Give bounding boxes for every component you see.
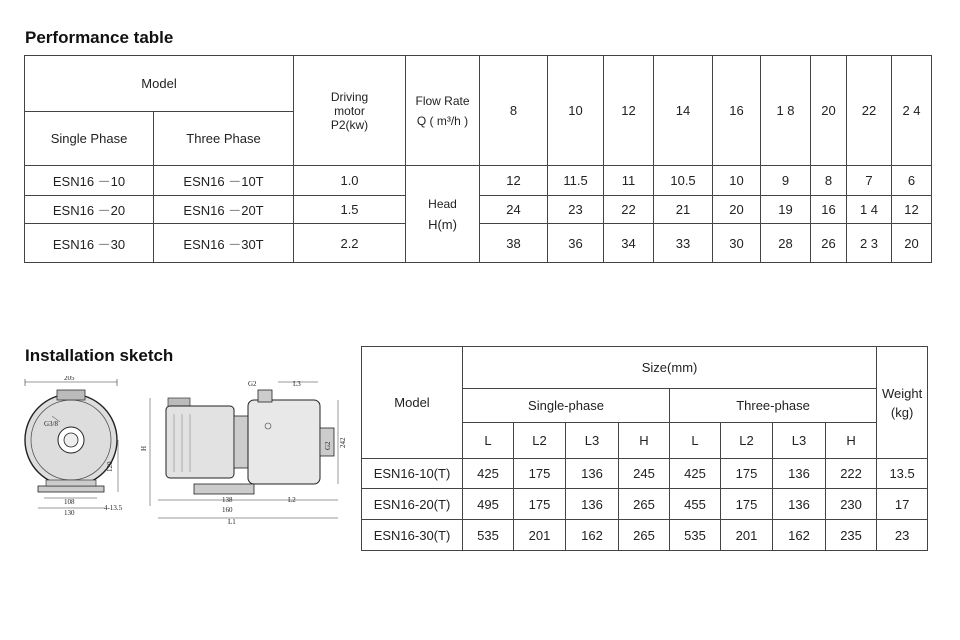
size-header: Size(mm) <box>463 347 877 389</box>
dim-side-l3: L3 <box>293 380 301 388</box>
three-model: ESN16 －20T <box>154 196 294 224</box>
power-value: 1.5 <box>294 196 406 224</box>
size-value: 201 <box>721 520 773 551</box>
pump-side-view-sketch <box>138 376 353 526</box>
power-value: 2.2 <box>294 224 406 263</box>
inst-single-phase-header: Single-phase <box>463 389 670 423</box>
head-value: 9 <box>761 166 811 196</box>
dim-header: H <box>826 423 877 459</box>
dim-front-thread: G3/8 <box>44 420 58 428</box>
head-value: 10 <box>713 166 761 196</box>
flow-value: 1 8 <box>761 56 811 166</box>
power-value: 1.0 <box>294 166 406 196</box>
size-value: 235 <box>826 520 877 551</box>
size-value: 175 <box>721 459 773 489</box>
flow-value: 12 <box>604 56 654 166</box>
size-value: 175 <box>514 459 566 489</box>
head-value: 21 <box>654 196 713 224</box>
dim-header: L <box>463 423 514 459</box>
head-value: 28 <box>761 224 811 263</box>
weight-value: 17 <box>877 489 928 520</box>
inst-model: ESN16-30(T) <box>362 520 463 551</box>
size-value: 201 <box>514 520 566 551</box>
dim-side-h: H <box>140 445 148 451</box>
head-value: 12 <box>480 166 548 196</box>
size-value: 425 <box>463 459 514 489</box>
size-value: 162 <box>773 520 826 551</box>
model-header: Model <box>25 56 294 112</box>
head-header: Head H(m) <box>406 166 480 263</box>
table-row <box>362 489 928 520</box>
inst-model: ESN16-10(T) <box>362 459 463 489</box>
weight-value: 13.5 <box>877 459 928 489</box>
size-value: 495 <box>463 489 514 520</box>
head-value: 6 <box>892 166 932 196</box>
flow-rate-header: Flow Rate Q ( m³/h ) <box>406 56 480 166</box>
size-value: 535 <box>670 520 721 551</box>
size-value: 245 <box>619 459 670 489</box>
dim-front-width: 205 <box>64 376 75 382</box>
dim-side-g2: G2 <box>248 380 257 388</box>
head-value: 11.5 <box>548 166 604 196</box>
head-value: 22 <box>604 196 654 224</box>
three-model: ESN16 －10T <box>154 166 294 196</box>
table-row <box>25 166 932 196</box>
head-value: 8 <box>811 166 847 196</box>
head-value: 7 <box>847 166 892 196</box>
performance-table <box>24 55 932 263</box>
head-value: 20 <box>713 196 761 224</box>
single-model: ESN16 －20 <box>25 196 154 224</box>
head-value: 26 <box>811 224 847 263</box>
single-model: ESN16 －10 <box>25 166 154 196</box>
dim-header: H <box>619 423 670 459</box>
size-value: 175 <box>721 489 773 520</box>
three-phase-header: Three Phase <box>154 112 294 166</box>
head-value: 36 <box>548 224 604 263</box>
inst-three-phase-header: Three-phase <box>670 389 877 423</box>
head-value: 16 <box>811 196 847 224</box>
pump-front-view-sketch <box>22 376 130 522</box>
size-value: 265 <box>619 489 670 520</box>
dim-side-b: 160 <box>222 506 233 514</box>
flow-value: 16 <box>713 56 761 166</box>
inst-model-header: Model <box>362 347 463 459</box>
head-value: 38 <box>480 224 548 263</box>
dim-side-l1: L1 <box>228 518 236 526</box>
head-value: 11 <box>604 166 654 196</box>
table-row <box>362 520 928 551</box>
head-value: 2 3 <box>847 224 892 263</box>
single-model: ESN16 －30 <box>25 224 154 263</box>
head-value: 10.5 <box>654 166 713 196</box>
head-value: 20 <box>892 224 932 263</box>
size-value: 162 <box>566 520 619 551</box>
dim-side-242: 242 <box>339 437 347 448</box>
size-value: 136 <box>773 459 826 489</box>
head-value: 1 4 <box>847 196 892 224</box>
installation-title: Installation sketch <box>25 346 174 365</box>
three-model: ESN16 －30T <box>154 224 294 263</box>
flow-value: 10 <box>548 56 604 166</box>
dim-header: L3 <box>773 423 826 459</box>
flow-value: 22 <box>847 56 892 166</box>
size-value: 230 <box>826 489 877 520</box>
dim-header: L2 <box>514 423 566 459</box>
size-value: 222 <box>826 459 877 489</box>
table-row <box>362 459 928 489</box>
size-value: 535 <box>463 520 514 551</box>
flow-value: 2 4 <box>892 56 932 166</box>
dim-front-height: 120 <box>106 461 114 472</box>
head-value: 19 <box>761 196 811 224</box>
flow-value: 14 <box>654 56 713 166</box>
dim-side-a: 138 <box>222 496 233 504</box>
driving-motor-header: Driving motor P2(kw) <box>294 56 406 166</box>
single-phase-header: Single Phase <box>25 112 154 166</box>
size-value: 425 <box>670 459 721 489</box>
dim-front-c: 4-13.5 <box>104 504 123 512</box>
head-value: 23 <box>548 196 604 224</box>
dim-side-l2: L2 <box>288 496 296 504</box>
head-value: 33 <box>654 224 713 263</box>
head-value: 24 <box>480 196 548 224</box>
dim-front-a: 108 <box>64 498 75 506</box>
head-value: 12 <box>892 196 932 224</box>
dim-header: L3 <box>566 423 619 459</box>
dim-side-g2-vertical: G2 <box>324 441 332 450</box>
size-value: 136 <box>773 489 826 520</box>
performance-title: Performance table <box>25 28 174 47</box>
size-value: 265 <box>619 520 670 551</box>
weight-header: Weight (kg) <box>877 347 928 459</box>
head-value: 34 <box>604 224 654 263</box>
flow-value: 8 <box>480 56 548 166</box>
head-value: 30 <box>713 224 761 263</box>
inst-model: ESN16-20(T) <box>362 489 463 520</box>
installation-table <box>361 346 928 551</box>
flow-value: 20 <box>811 56 847 166</box>
dim-front-b: 130 <box>64 509 75 517</box>
dim-header: L2 <box>721 423 773 459</box>
size-value: 136 <box>566 459 619 489</box>
weight-value: 23 <box>877 520 928 551</box>
size-value: 136 <box>566 489 619 520</box>
dim-header: L <box>670 423 721 459</box>
size-value: 175 <box>514 489 566 520</box>
size-value: 455 <box>670 489 721 520</box>
